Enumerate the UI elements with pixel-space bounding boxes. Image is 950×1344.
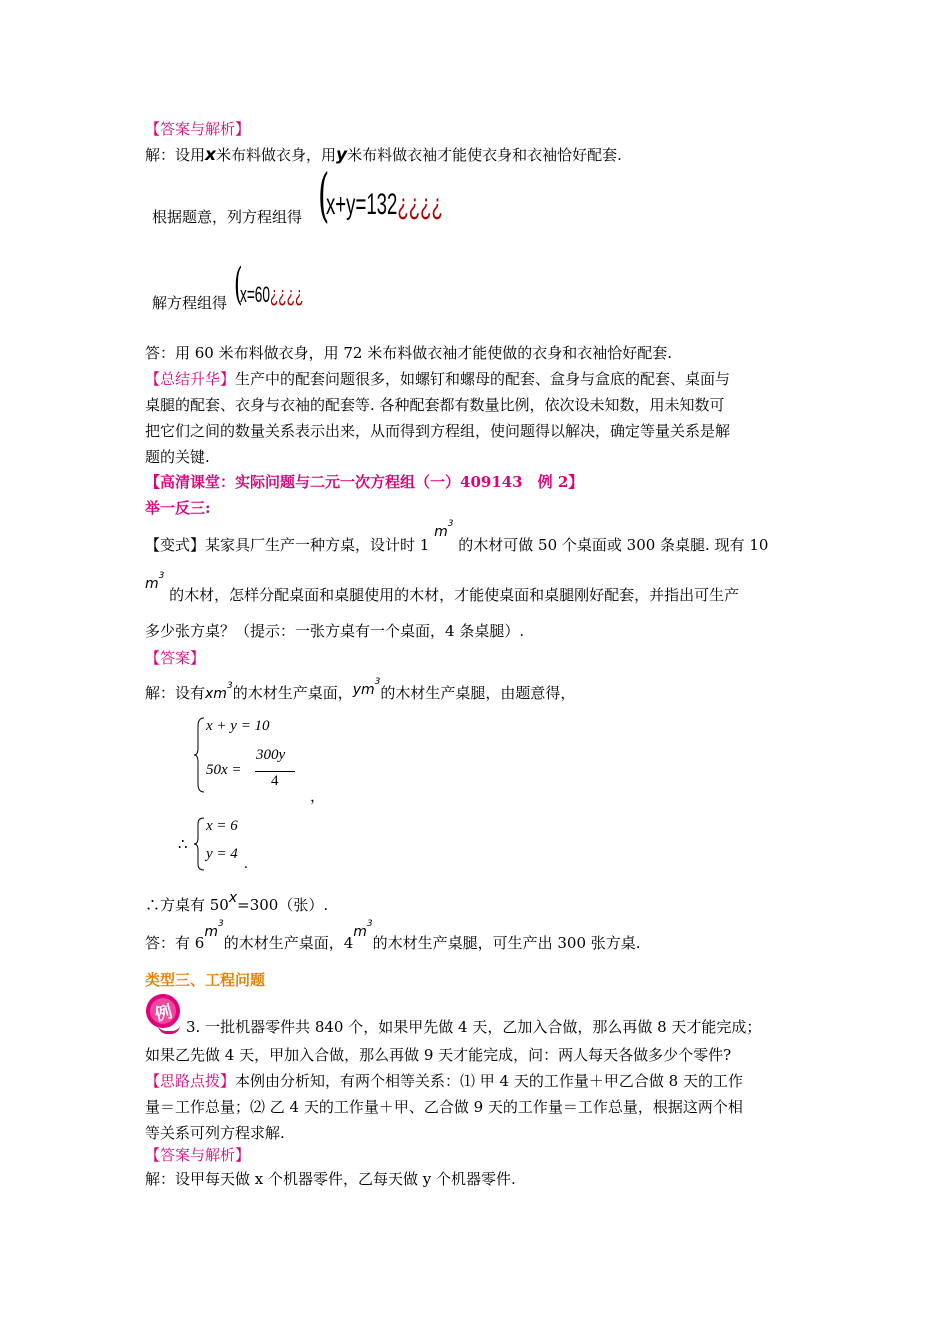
hint-line-3: 等关系可列方程求解. [145,1124,285,1142]
text: 米布料做衣袖才能使衣身和衣袖恰好配套. [347,146,622,164]
unit-m: m [353,924,367,940]
answer-line: 答：用 60 米布料做衣身，用 72 米布料做衣袖才能使做的衣身和衣袖恰好配套. [145,344,673,362]
solution-line [145,677,576,709]
exp: 3 [374,677,381,687]
text: 解：设用 [145,146,206,164]
hint-line-2: 量＝工作总量；⑵ 乙 4 天的工作量＋甲、乙合做 9 天的工作量＝工作总量，根据这两个相 [145,1098,743,1116]
var-x: x [228,890,238,906]
system1-denominator: 4 [271,773,279,789]
variant-line-3: 多少张方桌？（提示：一张方桌有一个桌面，4 条桌腿）. [145,622,525,640]
exp: 3 [217,919,224,929]
system2-eq1: x = 6 [206,818,238,834]
type3-title: 类型三、工程问题 [145,971,266,989]
unit-m3 [434,519,454,540]
exp: 3 [447,519,454,529]
unit-m3 [145,571,165,592]
solve-label: 解方程组得 [152,294,228,312]
hint-line-1 [145,1068,743,1094]
unit-m3 [204,919,224,940]
solution-last-line: 解：设甲每天做 x 个机器零件，乙每天做 y 个机器零件. [145,1170,516,1188]
set-variables-line [145,142,622,168]
system1-eq1: x + y = 10 [206,718,270,734]
text: 米布料做衣身，用 [215,146,336,164]
var-y: y [336,145,348,165]
system1-comma: ， [310,789,326,805]
variant-line-1 [145,519,769,561]
ym: ym [352,682,375,698]
text: 答：有 6 [145,934,205,952]
garbled-text: ¿¿¿¿ [397,188,443,221]
hint-header: 【思路点拨】 [145,1072,236,1090]
system2-dot: . [244,856,248,872]
unit-m: m [145,576,159,592]
example-badge-text: 例 [152,1002,175,1026]
system1-brace [194,716,206,794]
exp: 3 [366,919,373,929]
text: 的木材生产桌腿，可生产出 300 张方桌. [372,934,641,952]
var-x: x [205,145,216,165]
solve-brace: ( [234,259,243,310]
summary-text: 生产中的配套问题很多，如螺钉和螺母的配套、盒身与盒底的配套、桌面与 [235,370,731,388]
system1-eq2-left: 50x = [206,762,242,778]
example-badge-tail [158,1025,180,1034]
tables-line [145,892,328,919]
answer-header-3: 【答案与解析】 [145,1146,251,1164]
text: 的木材可做 50 个桌面或 300 条桌腿. 现有 10 [458,536,769,554]
text: 解：设有 [145,684,206,702]
text: 的木材，怎样分配桌面和桌腿使用的木材，才能使桌面和桌腿刚好配套，并指出可生产 [169,586,740,604]
answer-header-2: 【答案】 [145,649,206,667]
system1-numerator: 300y [256,747,286,763]
equation-text: x+y=132 [326,188,398,221]
therefore-symbol: ∴ [178,837,188,853]
final-answer-line [145,919,641,959]
equation-system [326,188,443,222]
summary-line-4: 题的关键. [145,448,210,466]
hint-text: 本例由分析知，有两个相等关系：⑴ 甲 4 天的工作量＋甲乙合做 8 天的工作 [235,1072,743,1090]
xm: xm [205,686,227,702]
summary-line-3: 把它们之间的数量关系表示出来，从而得到方程组，使问题得以解决，确定等量关系是解 [145,422,731,440]
unit-m3 [353,919,373,940]
text: =300（张）. [237,896,329,914]
summary-line-2: 桌腿的配套、衣身与衣袖的配套等. 各种配套都有数量比例，依次设未知数，用未知数可 [145,396,725,414]
variant-line-2 [145,571,740,611]
example-label: 举一反三: [145,499,211,517]
question3-line-1: 3. 一批机器零件共 840 个，如果甲先做 4 天，乙加入合做，那么再做 8 天才能完成； [186,1018,762,1036]
text: ∴方桌有 50 [145,896,229,914]
text: 的木材生产桌腿，由题意得， [380,684,576,702]
var-xm [205,681,233,702]
garbled-text: ¿¿¿¿ [269,282,304,307]
equation-brace: ( [318,161,330,229]
summary-header: 【总结升华】 [145,370,236,388]
var-ym [352,677,381,698]
hd-class-title: 【高清课堂：实际问题与二元一次方程组（一）409143 例 2】 [145,473,584,491]
text: 的木材生产桌面， [232,684,353,702]
unit-m: m [204,924,218,940]
summary-line-1 [145,366,730,392]
text: 的木材生产桌面，4 [223,934,354,952]
solve-system [240,282,303,308]
fraction-bar [255,771,295,772]
answer-header-1: 【答案与解析】 [145,120,251,138]
unit-m: m [434,524,448,540]
text: 【变式】某家具厂生产一种方桌，设计时 1 [145,536,430,554]
system2-brace [194,816,206,872]
system2-eq2: y = 4 [206,846,238,862]
question3-line-2: 如果乙先做 4 天，甲加入合做，那么再做 9 天才能完成，问：两人每天各做多少个零件? [145,1046,732,1064]
equation-label: 根据题意，列方程组得 [152,208,303,226]
exp: 3 [226,681,233,691]
solve-text: x=60 [240,282,270,307]
exp: 3 [158,571,165,581]
